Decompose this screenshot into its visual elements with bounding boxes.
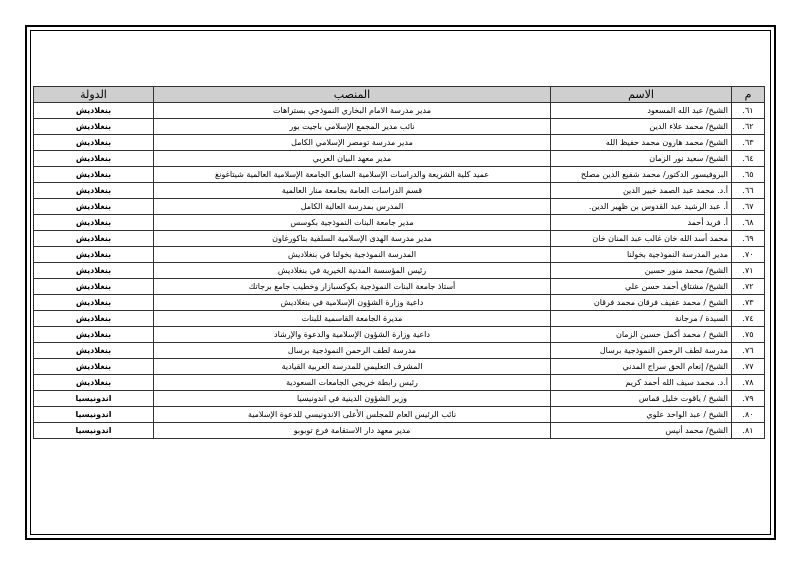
row-position: وزير الشؤون الدينية في اندونيسيا bbox=[154, 391, 551, 407]
table-row bbox=[34, 215, 765, 231]
row-country: بنغلاديش bbox=[34, 263, 154, 279]
row-country: بنغلاديش bbox=[34, 231, 154, 247]
row-number: ٨٠. bbox=[732, 407, 765, 423]
row-number: ٧٩. bbox=[732, 391, 765, 407]
table-row bbox=[34, 119, 765, 135]
row-name: الشيخ / محمد أكمل حسين الزمان bbox=[551, 327, 732, 343]
row-country: اندونيسيا bbox=[34, 391, 154, 407]
table-row bbox=[34, 183, 765, 199]
row-name: الشيخ / ياقوت خليل قماس bbox=[551, 391, 732, 407]
row-position: عميد كلية الشريعة والدراسات الإسلامية السابق الجامعة الإسلامية العالمية شيتاغونغ bbox=[154, 167, 551, 183]
row-number: ٧١. bbox=[732, 263, 765, 279]
table-header-row bbox=[34, 87, 765, 103]
header-position: المنصب bbox=[154, 87, 551, 103]
row-number: ٨١. bbox=[732, 423, 765, 439]
row-number: ٧٧. bbox=[732, 359, 765, 375]
row-name: محمد أسد الله خان غالب عبد المنان خان bbox=[551, 231, 732, 247]
participants-table bbox=[33, 86, 765, 439]
table-body bbox=[34, 103, 765, 439]
row-country: بنغلاديش bbox=[34, 199, 154, 215]
header-number: م bbox=[732, 87, 765, 103]
row-country: بنغلاديش bbox=[34, 103, 154, 119]
row-number: ٧٤. bbox=[732, 311, 765, 327]
row-country: بنغلاديش bbox=[34, 135, 154, 151]
row-number: ٧٢. bbox=[732, 279, 765, 295]
row-country: بنغلاديش bbox=[34, 215, 154, 231]
row-country: بنغلاديش bbox=[34, 343, 154, 359]
row-position: قسم الدراسات العامة بجامعة منار العالمية bbox=[154, 183, 551, 199]
row-number: ٦٤. bbox=[732, 151, 765, 167]
row-name: مدرسة لطف الرحمن النموذجية برسال bbox=[551, 343, 732, 359]
row-name: الشيخ/ إنعام الحق سراج المدني bbox=[551, 359, 732, 375]
row-position: رئيس المؤسسة المدنية الخيرية في بنغلاديش bbox=[154, 263, 551, 279]
row-country: بنغلاديش bbox=[34, 295, 154, 311]
row-country: بنغلاديش bbox=[34, 375, 154, 391]
table-row bbox=[34, 247, 765, 263]
row-name: البروفيسور الدكتور/ محمد شفيع الدين مصلح bbox=[551, 167, 732, 183]
row-name: الشيخ/ محمد هارون محمد حفيظ الله bbox=[551, 135, 732, 151]
row-name: أ.د. محمد سيف الله أحمد كريم bbox=[551, 375, 732, 391]
row-number: ٦٢. bbox=[732, 119, 765, 135]
row-number: ٧٨. bbox=[732, 375, 765, 391]
row-country: بنغلاديش bbox=[34, 279, 154, 295]
table-row bbox=[34, 311, 765, 327]
row-name: الشيخ/ محمد منور حسين bbox=[551, 263, 732, 279]
row-name: الشيخ / عبد الواحد علوي bbox=[551, 407, 732, 423]
row-country: بنغلاديش bbox=[34, 247, 154, 263]
row-country: بنغلاديش bbox=[34, 183, 154, 199]
row-country: بنغلاديش bbox=[34, 311, 154, 327]
row-name: الشيخ / محمد عفيف فرقان محمد فرقان bbox=[551, 295, 732, 311]
table-row bbox=[34, 423, 765, 439]
table-row bbox=[34, 151, 765, 167]
row-position: مدير جامعة البنات النموذجية بكوسس bbox=[154, 215, 551, 231]
table-row bbox=[34, 263, 765, 279]
row-name: الشيخ/ سعيد نور الزمان bbox=[551, 151, 732, 167]
table-row bbox=[34, 231, 765, 247]
row-country: بنغلاديش bbox=[34, 151, 154, 167]
row-name: السيدة / مرجانة bbox=[551, 311, 732, 327]
table-row bbox=[34, 279, 765, 295]
table-row bbox=[34, 295, 765, 311]
table-row bbox=[34, 343, 765, 359]
row-position: نائب مدير المجمع الإسلامي باجيت بور bbox=[154, 119, 551, 135]
row-country: بنغلاديش bbox=[34, 119, 154, 135]
row-position: مدير معهد البيان العربي bbox=[154, 151, 551, 167]
row-position: مدير مدرسة الامام البخاري النموذجي بستراهات bbox=[154, 103, 551, 119]
header-name: الاسم bbox=[551, 87, 732, 103]
row-position: رئيس رابطة خريجي الجامعات السعودية bbox=[154, 375, 551, 391]
row-number: ٦٧. bbox=[732, 199, 765, 215]
row-name: الشيخ/ محمد أنيس bbox=[551, 423, 732, 439]
row-number: ٦٩. bbox=[732, 231, 765, 247]
table-row bbox=[34, 375, 765, 391]
row-position: أستاذ جامعة البنات النموذجية بكوكسبازار وخطيب جامع برجاتك bbox=[154, 279, 551, 295]
table-row bbox=[34, 199, 765, 215]
row-position: المدرسة النموذجية بخولنا في بنغلاديش bbox=[154, 247, 551, 263]
row-number: ٧٠. bbox=[732, 247, 765, 263]
header-country: الدولة bbox=[34, 87, 154, 103]
row-number: ٧٥. bbox=[732, 327, 765, 343]
row-position: المدرس بمدرسة العالية الكامل bbox=[154, 199, 551, 215]
row-position: نائب الرئيس العام للمجلس الأعلى الاندونيسي للدعوة الإسلامية bbox=[154, 407, 551, 423]
row-position: مدير معهد دار الاستقامة فرع توبوبو bbox=[154, 423, 551, 439]
table-row bbox=[34, 135, 765, 151]
row-number: ٧٣. bbox=[732, 295, 765, 311]
table-row bbox=[34, 391, 765, 407]
row-name: أ.د. محمد عبد الصمد خيير الدين bbox=[551, 183, 732, 199]
table-row bbox=[34, 407, 765, 423]
row-country: اندونيسيا bbox=[34, 423, 154, 439]
row-country: بنغلاديش bbox=[34, 327, 154, 343]
row-position: داعية وزارة الشؤون الإسلامية والدعوة والإرشاد bbox=[154, 327, 551, 343]
row-position: مدرسة لطف الرحمن النموذجية برسال bbox=[154, 343, 551, 359]
table-row bbox=[34, 359, 765, 375]
row-name: الشيخ/ مشتاق أحمد حسن علي bbox=[551, 279, 732, 295]
row-number: ٧٦. bbox=[732, 343, 765, 359]
row-name: أ. عبد الرشيد عبد القدوس بن ظهير الدين. bbox=[551, 199, 732, 215]
row-name: أ. فريد أحمد bbox=[551, 215, 732, 231]
row-number: ٦١. bbox=[732, 103, 765, 119]
row-number: ٦٦. bbox=[732, 183, 765, 199]
row-number: ٦٥. bbox=[732, 167, 765, 183]
table-row bbox=[34, 103, 765, 119]
row-position: داعية وزارة الشؤون الإسلامية في بنغلاديش bbox=[154, 295, 551, 311]
row-position: مديرة الجامعة القاسمية للبنات bbox=[154, 311, 551, 327]
row-number: ٦٨. bbox=[732, 215, 765, 231]
row-country: بنغلاديش bbox=[34, 167, 154, 183]
row-position: مدير مدرسة الهدى الإسلامية السلفية بتاكورغاون bbox=[154, 231, 551, 247]
table-row bbox=[34, 327, 765, 343]
row-position: مدير مدرسة تومصر الإسلامي الكامل bbox=[154, 135, 551, 151]
row-name: الشيخ/ عبد الله المسعود bbox=[551, 103, 732, 119]
table-row bbox=[34, 167, 765, 183]
row-name: الشيخ/ محمد علاء الدين bbox=[551, 119, 732, 135]
row-number: ٦٣. bbox=[732, 135, 765, 151]
row-name: مدير المدرسة النموذجية بخولنا bbox=[551, 247, 732, 263]
row-position: المشرف التعليمي للمدرسة العربية القيادية bbox=[154, 359, 551, 375]
row-country: اندونيسيا bbox=[34, 407, 154, 423]
row-country: بنغلاديش bbox=[34, 359, 154, 375]
